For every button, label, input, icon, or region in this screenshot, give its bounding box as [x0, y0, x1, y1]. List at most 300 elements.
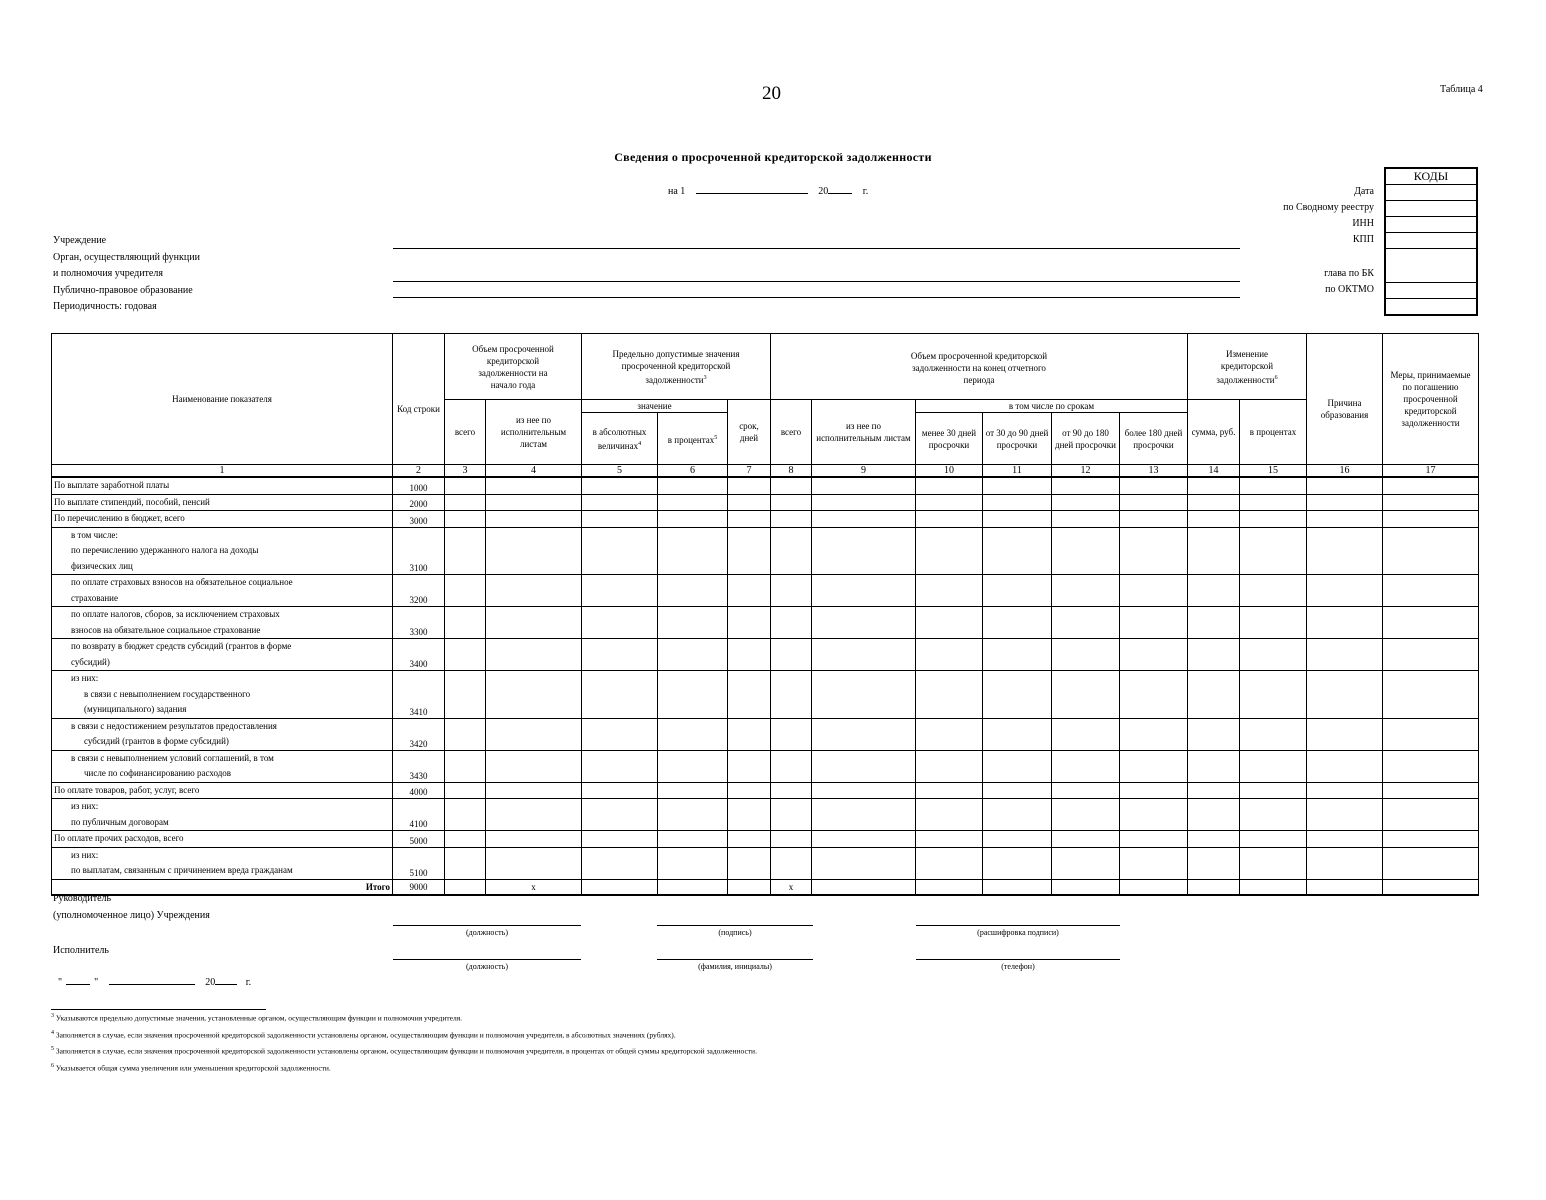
cell-col-8[interactable]	[771, 799, 812, 831]
cell-col-6[interactable]	[658, 477, 728, 494]
cell-col-10[interactable]	[916, 831, 983, 848]
cell-col-4[interactable]	[486, 718, 582, 750]
cell-col-4[interactable]	[486, 607, 582, 639]
footnote-5-sup: 5	[51, 1046, 54, 1052]
row-name-line: субсидий (грантов в форме субсидий)	[84, 736, 229, 746]
cell-col-17[interactable]	[1383, 511, 1479, 528]
code-extra-field[interactable]	[1386, 299, 1476, 315]
row-code: 2000	[393, 494, 445, 511]
col-num: 7	[728, 465, 771, 478]
col-abs-header	[582, 413, 658, 465]
cell-col-17[interactable]	[1383, 782, 1479, 799]
as-of-suffix: г.	[862, 186, 869, 197]
table-row	[52, 718, 1479, 750]
col-reason-header: Причина образования	[1307, 334, 1383, 465]
row-name	[52, 477, 393, 494]
cell-col-9[interactable]	[812, 575, 916, 607]
cell-col-16[interactable]	[1307, 799, 1383, 831]
cell-col-11[interactable]	[983, 750, 1052, 782]
cell-col-7[interactable]	[728, 782, 771, 799]
cell-col-9[interactable]	[812, 477, 916, 494]
cell-col-16[interactable]	[1307, 750, 1383, 782]
cell-col-10[interactable]	[916, 575, 983, 607]
date-year-prefix: 20	[205, 977, 216, 988]
cell-col-3[interactable]	[445, 782, 486, 799]
cell-col-6[interactable]	[658, 831, 728, 848]
cell-col-6[interactable]	[658, 494, 728, 511]
cell-col-9[interactable]	[812, 718, 916, 750]
row-code: 5100	[393, 847, 445, 879]
date-month-field[interactable]	[109, 984, 195, 985]
cell-col-10[interactable]	[916, 494, 983, 511]
cell-col-12[interactable]	[1052, 607, 1120, 639]
cell-col-8[interactable]	[771, 782, 812, 799]
public-entity-label: Публично-правовое образование	[53, 284, 193, 296]
cell-col-16[interactable]	[1307, 782, 1383, 799]
col-30-90-header: от 30 до 90 дней просрочки	[983, 413, 1052, 465]
cell-col-9[interactable]	[812, 831, 916, 848]
head-label-2: (уполномоченное лицо) Учреждения	[53, 910, 210, 921]
cell-col-15[interactable]	[1240, 799, 1307, 831]
cell-col-6[interactable]	[658, 750, 728, 782]
cell-col-11[interactable]	[983, 799, 1052, 831]
abs-sup: 4	[638, 440, 642, 447]
code-oktmo-field[interactable]	[1386, 283, 1476, 299]
cell-col-10[interactable]	[916, 671, 983, 719]
col-num: 13	[1120, 465, 1188, 478]
cell-col-17[interactable]	[1383, 607, 1479, 639]
cell-col-10[interactable]	[916, 799, 983, 831]
total-code: 9000	[393, 879, 445, 895]
as-of-day-field[interactable]	[696, 193, 808, 194]
cell-col-5[interactable]	[582, 718, 658, 750]
cell-col-17[interactable]	[1383, 671, 1479, 719]
cell-col-14[interactable]	[1188, 477, 1240, 494]
cell-col-15[interactable]	[1240, 671, 1307, 719]
cell-col-3[interactable]	[445, 575, 486, 607]
total-cell-col-14[interactable]	[1188, 879, 1240, 895]
cell-col-15[interactable]	[1240, 782, 1307, 799]
cell-col-5[interactable]	[582, 511, 658, 528]
cell-col-15[interactable]	[1240, 477, 1307, 494]
cell-col-16[interactable]	[1307, 718, 1383, 750]
cell-col-11[interactable]	[983, 494, 1052, 511]
cell-col-11[interactable]	[983, 527, 1052, 575]
cell-col-12[interactable]	[1052, 639, 1120, 671]
cell-col-11[interactable]	[983, 831, 1052, 848]
cell-col-7[interactable]	[728, 607, 771, 639]
cell-col-6[interactable]	[658, 718, 728, 750]
cell-col-13[interactable]	[1120, 782, 1188, 799]
cell-col-14[interactable]	[1188, 831, 1240, 848]
row-name	[52, 718, 393, 750]
cell-col-12[interactable]	[1052, 718, 1120, 750]
code-label-kpp: КПП	[1352, 234, 1374, 245]
cell-col-8[interactable]	[771, 607, 812, 639]
table-row	[52, 782, 1479, 799]
cell-col-14[interactable]	[1188, 718, 1240, 750]
total-cell-col-9[interactable]	[812, 879, 916, 895]
code-inn-field[interactable]	[1386, 217, 1476, 233]
cell-col-12[interactable]	[1052, 575, 1120, 607]
change-sup: 6	[1274, 374, 1278, 381]
cell-col-17[interactable]	[1383, 527, 1479, 575]
head-decode-field[interactable]	[916, 925, 1120, 926]
institution-field[interactable]	[393, 248, 1240, 249]
total-label: Итого	[52, 879, 393, 895]
exec-name-field[interactable]	[657, 959, 813, 960]
cap-signature: (подпись)	[718, 928, 752, 937]
cell-col-11[interactable]	[983, 511, 1052, 528]
cap-position: (должность)	[466, 928, 508, 937]
cell-col-6[interactable]	[658, 639, 728, 671]
col-num: 6	[658, 465, 728, 478]
cell-col-3[interactable]	[445, 847, 486, 879]
footnote-6-text: Указывается общая сумма увеличения или уменьшения кредиторской задолженности.	[55, 1063, 331, 1073]
cell-col-7[interactable]	[728, 494, 771, 511]
exec-phone-field[interactable]	[916, 959, 1120, 960]
footnote-4-text: Заполняется в случае, если значения просроченной кредиторской задолженности установлены органом, осуществляющим функции и полномочия учредителя, в абсолютных значениях (рублях).	[55, 1030, 676, 1040]
cell-col-7[interactable]	[728, 639, 771, 671]
limit-values-text: Предельно допустимые значения просроченной кредиторской задолженности	[612, 348, 740, 385]
row-name-line: по оплате налогов, сборов, за исключением страховых	[71, 609, 280, 619]
cell-col-6[interactable]	[658, 847, 728, 879]
total-cell-col-3[interactable]	[445, 879, 486, 895]
cell-col-10[interactable]	[916, 750, 983, 782]
cell-col-5[interactable]	[582, 671, 658, 719]
cell-col-12[interactable]	[1052, 494, 1120, 511]
total-cell-col-12[interactable]	[1052, 879, 1120, 895]
cell-col-9[interactable]	[812, 671, 916, 719]
cell-col-14[interactable]	[1188, 607, 1240, 639]
cell-col-8[interactable]	[771, 494, 812, 511]
col-90-180-header: от 90 до 180 дней просрочки	[1052, 413, 1120, 465]
row-name	[52, 527, 393, 575]
cell-col-17[interactable]	[1383, 575, 1479, 607]
exec-position-field[interactable]	[393, 959, 581, 960]
cell-col-13[interactable]	[1120, 494, 1188, 511]
cell-col-5[interactable]	[582, 831, 658, 848]
row-name-line: из них:	[71, 673, 99, 683]
cell-col-4[interactable]	[486, 847, 582, 879]
date-day-field[interactable]	[66, 984, 90, 985]
cell-col-15[interactable]	[1240, 575, 1307, 607]
cell-col-16[interactable]	[1307, 847, 1383, 879]
cell-col-8[interactable]	[771, 671, 812, 719]
cell-col-8[interactable]	[771, 639, 812, 671]
cell-col-10[interactable]	[916, 847, 983, 879]
cell-col-5[interactable]	[582, 799, 658, 831]
cell-col-11[interactable]	[983, 782, 1052, 799]
footnote-3	[51, 1013, 462, 1023]
row-code: 3420	[393, 718, 445, 750]
cell-col-7[interactable]	[728, 718, 771, 750]
cell-col-10[interactable]	[916, 511, 983, 528]
cell-col-12[interactable]	[1052, 511, 1120, 528]
cell-col-9[interactable]	[812, 511, 916, 528]
cell-col-13[interactable]	[1120, 639, 1188, 671]
cell-col-14[interactable]	[1188, 527, 1240, 575]
cell-col-17[interactable]	[1383, 831, 1479, 848]
total-cell-col-5[interactable]	[582, 879, 658, 895]
cell-col-7[interactable]	[728, 527, 771, 575]
col-num: 17	[1383, 465, 1479, 478]
cell-col-8[interactable]	[771, 847, 812, 879]
total-cell-col-15[interactable]	[1240, 879, 1307, 895]
cell-col-13[interactable]	[1120, 847, 1188, 879]
total-cell-col-6[interactable]	[658, 879, 728, 895]
cell-col-11[interactable]	[983, 847, 1052, 879]
row-code: 3400	[393, 639, 445, 671]
cell-col-14[interactable]	[1188, 671, 1240, 719]
cell-col-17[interactable]	[1383, 639, 1479, 671]
cell-col-8[interactable]	[771, 511, 812, 528]
cell-col-11[interactable]	[983, 477, 1052, 494]
cell-col-10[interactable]	[916, 607, 983, 639]
codes-header: КОДЫ	[1386, 169, 1476, 185]
cell-col-16[interactable]	[1307, 511, 1383, 528]
col-change-header	[1188, 334, 1307, 400]
footnote-6-sup: 6	[51, 1063, 54, 1069]
cell-col-15[interactable]	[1240, 527, 1307, 575]
cell-col-10[interactable]	[916, 782, 983, 799]
cell-col-14[interactable]	[1188, 494, 1240, 511]
cell-col-10[interactable]	[916, 527, 983, 575]
cell-col-7[interactable]	[728, 799, 771, 831]
cell-col-7[interactable]	[728, 847, 771, 879]
cell-col-12[interactable]	[1052, 782, 1120, 799]
cell-col-12[interactable]	[1052, 799, 1120, 831]
cell-col-10[interactable]	[916, 718, 983, 750]
cell-col-6[interactable]	[658, 607, 728, 639]
cell-col-17[interactable]	[1383, 847, 1479, 879]
code-bk-field[interactable]	[1386, 249, 1476, 283]
cell-col-13[interactable]	[1120, 799, 1188, 831]
cell-col-16[interactable]	[1307, 639, 1383, 671]
cell-col-5[interactable]	[582, 575, 658, 607]
cell-col-9[interactable]	[812, 527, 916, 575]
cell-col-9[interactable]	[812, 750, 916, 782]
cell-col-8[interactable]	[771, 527, 812, 575]
cell-col-11[interactable]	[983, 639, 1052, 671]
cell-col-10[interactable]	[916, 477, 983, 494]
cell-col-4[interactable]	[486, 799, 582, 831]
code-label-bk: глава по БК	[1324, 268, 1374, 279]
cell-col-7[interactable]	[728, 511, 771, 528]
cell-col-3[interactable]	[445, 831, 486, 848]
cell-col-13[interactable]	[1120, 575, 1188, 607]
cell-col-5[interactable]	[582, 782, 658, 799]
total-cell-col-7[interactable]	[728, 879, 771, 895]
cell-col-11[interactable]	[983, 607, 1052, 639]
cell-col-11[interactable]	[983, 575, 1052, 607]
code-registry-field[interactable]	[1386, 201, 1476, 217]
cell-col-3[interactable]	[445, 494, 486, 511]
row-name-line: по выплатам, связанным с причинением вреда гражданам	[71, 865, 293, 875]
cell-col-11[interactable]	[983, 718, 1052, 750]
row-name	[52, 847, 393, 879]
cell-col-3[interactable]	[445, 750, 486, 782]
cell-col-4[interactable]	[486, 494, 582, 511]
cell-col-15[interactable]	[1240, 750, 1307, 782]
cell-col-15[interactable]	[1240, 494, 1307, 511]
cell-col-4[interactable]	[486, 575, 582, 607]
cell-col-3[interactable]	[445, 671, 486, 719]
row-code: 3000	[393, 511, 445, 528]
cell-col-4[interactable]	[486, 782, 582, 799]
total-cell-col-13[interactable]	[1120, 879, 1188, 895]
cell-col-3[interactable]	[445, 511, 486, 528]
total-cell-col-16[interactable]	[1307, 879, 1383, 895]
cell-col-7[interactable]	[728, 575, 771, 607]
total-cell-col-11[interactable]	[983, 879, 1052, 895]
cell-col-9[interactable]	[812, 782, 916, 799]
cell-col-17[interactable]	[1383, 494, 1479, 511]
head-position-field[interactable]	[393, 925, 581, 926]
cell-col-8[interactable]	[771, 831, 812, 848]
cell-col-6[interactable]	[658, 671, 728, 719]
row-name-line: По выплате стипендий, пособий, пенсий	[54, 496, 210, 507]
cell-col-16[interactable]	[1307, 527, 1383, 575]
cell-col-16[interactable]	[1307, 575, 1383, 607]
cell-col-4[interactable]	[486, 511, 582, 528]
cell-col-12[interactable]	[1052, 847, 1120, 879]
cell-col-9[interactable]	[812, 639, 916, 671]
cell-col-16[interactable]	[1307, 671, 1383, 719]
cell-col-6[interactable]	[658, 575, 728, 607]
cell-col-16[interactable]	[1307, 494, 1383, 511]
cell-col-5[interactable]	[582, 750, 658, 782]
cell-col-15[interactable]	[1240, 847, 1307, 879]
cell-col-13[interactable]	[1120, 831, 1188, 848]
col-num: 15	[1240, 465, 1307, 478]
cell-col-8[interactable]	[771, 477, 812, 494]
row-name	[52, 782, 393, 799]
cell-col-3[interactable]	[445, 527, 486, 575]
cell-col-3[interactable]	[445, 639, 486, 671]
cell-col-16[interactable]	[1307, 477, 1383, 494]
cell-col-8[interactable]	[771, 575, 812, 607]
cell-col-10[interactable]	[916, 639, 983, 671]
cell-col-13[interactable]	[1120, 607, 1188, 639]
cell-col-15[interactable]	[1240, 607, 1307, 639]
col-num: 12	[1052, 465, 1120, 478]
cell-col-12[interactable]	[1052, 831, 1120, 848]
cell-col-5[interactable]	[582, 639, 658, 671]
cell-col-3[interactable]	[445, 718, 486, 750]
cell-col-12[interactable]	[1052, 527, 1120, 575]
cell-col-15[interactable]	[1240, 639, 1307, 671]
cell-col-12[interactable]	[1052, 750, 1120, 782]
cell-col-4[interactable]	[486, 639, 582, 671]
cell-col-14[interactable]	[1188, 847, 1240, 879]
head-signature-field[interactable]	[657, 925, 813, 926]
cell-col-9[interactable]	[812, 799, 916, 831]
cell-col-8[interactable]	[771, 750, 812, 782]
cell-col-4[interactable]	[486, 750, 582, 782]
cell-col-13[interactable]	[1120, 671, 1188, 719]
row-code: 3430	[393, 750, 445, 782]
date-year-field[interactable]	[215, 984, 237, 985]
cell-col-16[interactable]	[1307, 831, 1383, 848]
cell-col-4[interactable]	[486, 831, 582, 848]
col-gt180-header: более 180 дней просрочки	[1120, 413, 1188, 465]
col-pct-header	[658, 413, 728, 465]
cell-col-3[interactable]	[445, 799, 486, 831]
cell-col-7[interactable]	[728, 750, 771, 782]
public-entity-field[interactable]	[393, 297, 1240, 298]
cell-col-4[interactable]	[486, 527, 582, 575]
as-of-year-field[interactable]	[828, 193, 852, 194]
founder-field[interactable]	[393, 281, 1240, 282]
cell-col-13[interactable]	[1120, 527, 1188, 575]
cell-col-13[interactable]	[1120, 511, 1188, 528]
cell-col-5[interactable]	[582, 847, 658, 879]
cell-col-12[interactable]	[1052, 477, 1120, 494]
cell-col-16[interactable]	[1307, 607, 1383, 639]
cell-col-13[interactable]	[1120, 750, 1188, 782]
cell-col-15[interactable]	[1240, 511, 1307, 528]
cell-col-6[interactable]	[658, 799, 728, 831]
cell-col-15[interactable]	[1240, 718, 1307, 750]
cell-col-14[interactable]	[1188, 639, 1240, 671]
total-cell-col-17[interactable]	[1383, 879, 1479, 895]
row-name	[52, 639, 393, 671]
cell-col-17[interactable]	[1383, 718, 1479, 750]
cell-col-14[interactable]	[1188, 575, 1240, 607]
cell-col-8[interactable]	[771, 718, 812, 750]
cell-col-5[interactable]	[582, 477, 658, 494]
cell-col-3[interactable]	[445, 607, 486, 639]
cell-col-14[interactable]	[1188, 511, 1240, 528]
cell-col-14[interactable]	[1188, 750, 1240, 782]
cell-col-14[interactable]	[1188, 782, 1240, 799]
cell-col-11[interactable]	[983, 671, 1052, 719]
cell-col-4[interactable]	[486, 671, 582, 719]
footnote-5-text: Заполняется в случае, если значения просроченной кредиторской задолженности установлены органом, осуществляющим функции и полномочия учредителя, в процентах от общей суммы кредиторской задолженности.	[55, 1046, 757, 1056]
row-name	[52, 494, 393, 511]
cell-col-9[interactable]	[812, 847, 916, 879]
cell-col-17[interactable]	[1383, 477, 1479, 494]
cell-col-17[interactable]	[1383, 750, 1479, 782]
cell-col-4[interactable]	[486, 477, 582, 494]
cell-col-6[interactable]	[658, 782, 728, 799]
cap-position-2: (должность)	[466, 962, 508, 971]
cell-col-17[interactable]	[1383, 799, 1479, 831]
cell-col-13[interactable]	[1120, 477, 1188, 494]
cell-col-6[interactable]	[658, 527, 728, 575]
head-label-1: Руководитель	[53, 893, 112, 904]
cell-col-3[interactable]	[445, 477, 486, 494]
total-cell-col-10[interactable]	[916, 879, 983, 895]
cell-col-7[interactable]	[728, 477, 771, 494]
cell-col-7[interactable]	[728, 671, 771, 719]
cell-col-9[interactable]	[812, 607, 916, 639]
code-date-field[interactable]	[1386, 185, 1476, 201]
cell-col-14[interactable]	[1188, 799, 1240, 831]
code-kpp-field[interactable]	[1386, 233, 1476, 249]
cell-col-7[interactable]	[728, 831, 771, 848]
cell-col-13[interactable]	[1120, 718, 1188, 750]
cell-col-5[interactable]	[582, 527, 658, 575]
cell-col-9[interactable]	[812, 494, 916, 511]
cell-col-12[interactable]	[1052, 671, 1120, 719]
cell-col-5[interactable]	[582, 494, 658, 511]
cell-col-5[interactable]	[582, 607, 658, 639]
cell-col-15[interactable]	[1240, 831, 1307, 848]
table-row	[52, 575, 1479, 607]
cell-col-6[interactable]	[658, 511, 728, 528]
